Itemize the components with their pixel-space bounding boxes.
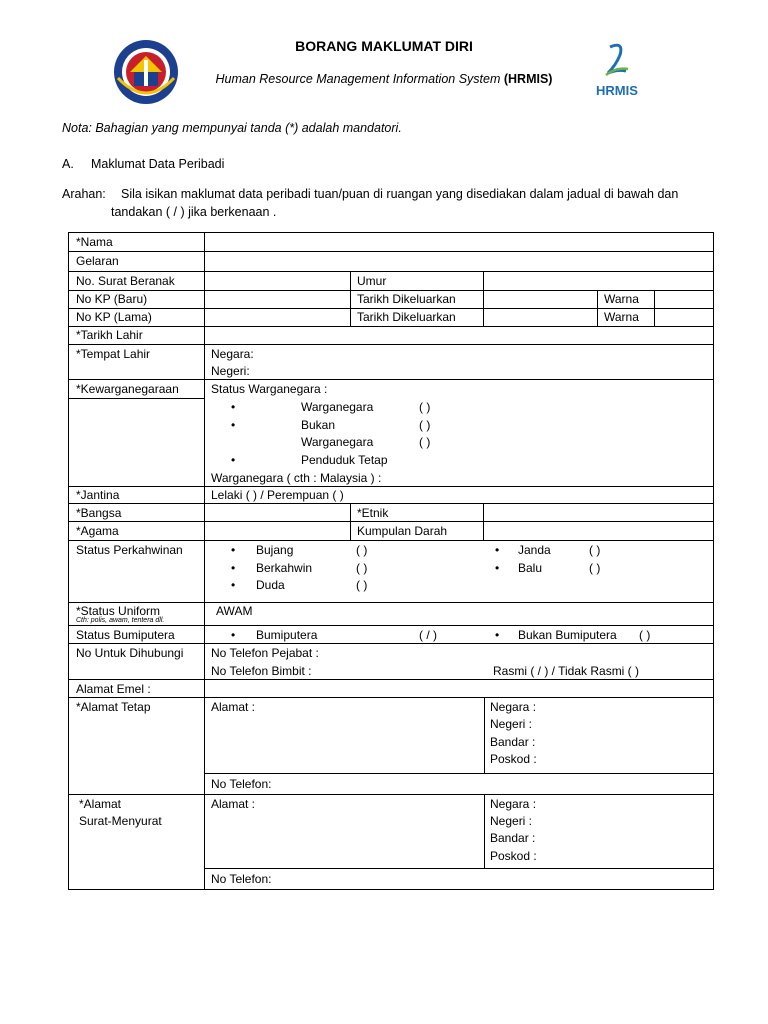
label-tarikh-lahir: *Tarikh Lahir — [76, 328, 143, 342]
label-telefon-tetap: No Telefon: — [211, 777, 272, 791]
label-tarikh-dikeluarkan-lama: Tarikh Dikeluarkan — [357, 310, 456, 324]
label-kumpulan-darah: Kumpulan Darah — [357, 524, 448, 538]
bullet: • — [231, 561, 236, 575]
option-berkahwin: Berkahwin — [256, 561, 313, 575]
label-etnik: *Etnik — [357, 506, 389, 520]
uniform-hint: Cth: polis, awam, tentera dll. — [76, 617, 165, 624]
option-warganegara: Warganegara — [301, 400, 374, 414]
label-bangsa: *Bangsa — [76, 506, 122, 520]
hrmis-logo-icon — [586, 33, 644, 103]
cell-divider — [350, 503, 351, 541]
cell-divider — [597, 290, 598, 327]
bullet: • — [495, 561, 500, 575]
label-tempat-lahir: *Tempat Lahir — [76, 347, 151, 361]
section-letter: A. — [62, 157, 74, 171]
cell-divider — [483, 503, 484, 541]
label-tel-bimbit: No Telefon Bimbit : — [211, 664, 312, 678]
table-border — [68, 232, 714, 233]
label-alamat-surat-2: Surat-Menyurat — [79, 814, 162, 828]
subtitle-text: Human Resource Management Information System — [215, 72, 501, 86]
subtitle-abbr: (HRMIS) — [503, 72, 553, 86]
bullet: • — [495, 628, 500, 642]
instruction-line-1: Sila isikan maklumat data peribadi tuan/puan di ruangan yang disediakan dalam jadual di bawah dan — [121, 187, 679, 201]
row-line — [205, 868, 714, 869]
bullet: • — [231, 628, 236, 642]
label-negara-lahir: Negara: — [211, 347, 254, 361]
label-telefon-surat: No Telefon: — [211, 872, 272, 886]
option-bukan-bumiputera: Bukan Bumiputera — [518, 628, 617, 642]
cell-divider — [654, 290, 655, 327]
option-bumiputera: Bumiputera — [256, 628, 318, 642]
checkbox-bukan[interactable]: ( ) — [419, 418, 431, 432]
option-bujang: Bujang — [256, 543, 294, 557]
hrmis-logo-text: HRMIS — [596, 83, 638, 98]
label-tel-pejabat: No Telefon Pejabat : — [211, 646, 319, 660]
option-bukan-cont: Warganegara — [301, 435, 374, 449]
table-border — [68, 889, 714, 890]
label-jantina: *Jantina — [76, 488, 120, 502]
label-negara-surat: Negara : — [490, 797, 537, 811]
label-negeri-tetap: Negeri : — [490, 717, 533, 731]
label-negara-tetap: Negara : — [490, 700, 537, 714]
row-line — [68, 540, 714, 541]
checkbox-bujang[interactable]: ( ) — [356, 543, 368, 557]
label-kewarganegaraan: *Kewarganegaraan — [76, 382, 179, 396]
label-no-kp-lama: No KP (Lama) — [76, 310, 152, 324]
checkbox-janda[interactable]: ( ) — [589, 543, 601, 557]
option-balu: Balu — [518, 561, 543, 575]
row-line — [68, 326, 714, 327]
cell-divider — [483, 271, 484, 327]
row-line — [68, 503, 714, 504]
cell-divider — [484, 794, 485, 869]
label-bandar-surat: Bandar : — [490, 831, 536, 845]
checkbox-bukan-warganegara[interactable]: ( ) — [419, 435, 431, 449]
row-line — [68, 398, 205, 399]
row-line — [68, 379, 714, 380]
label-alamat-surat-field: Alamat : — [211, 797, 256, 811]
bullet: • — [495, 543, 500, 557]
table-border — [713, 232, 714, 890]
row-line — [68, 308, 714, 309]
label-status-uniform: *Status Uniform — [76, 604, 161, 618]
label-gelaran: Gelaran — [76, 254, 119, 268]
label-warganegara-eg: Warganegara ( cth : Malaysia ) : — [211, 471, 382, 485]
row-line — [68, 521, 714, 522]
option-bukan: Bukan — [301, 418, 336, 432]
option-janda: Janda — [518, 543, 551, 557]
section-title: Maklumat Data Peribadi — [91, 157, 225, 171]
checkbox-bukan-bumiputera[interactable]: ( ) — [639, 628, 651, 642]
jantina-options[interactable]: Lelaki ( ) / Perempuan ( ) — [211, 488, 344, 502]
checkbox-berkahwin[interactable]: ( ) — [356, 561, 368, 575]
bullet: • — [231, 543, 236, 557]
page-subtitle — [0, 72, 768, 86]
row-line — [68, 697, 714, 698]
label-bandar-tetap: Bandar : — [490, 735, 536, 749]
label-alamat-surat: *Alamat — [79, 797, 122, 811]
label-tarikh-dikeluarkan-baru: Tarikh Dikeluarkan — [357, 292, 456, 306]
label-warna-lama: Warna — [604, 310, 639, 324]
row-line — [68, 625, 714, 626]
row-line — [68, 643, 714, 644]
instruction-line-2: tandakan ( / ) jika berkenaan . — [111, 205, 277, 219]
instruction-label: Arahan: — [62, 187, 106, 201]
row-line — [68, 794, 714, 795]
label-negeri-surat: Negeri : — [490, 814, 533, 828]
bullet: • — [231, 418, 236, 432]
row-line — [68, 679, 714, 680]
bullet: • — [231, 578, 236, 592]
label-alamat-tetap-field: Alamat : — [211, 700, 256, 714]
rasmi-options[interactable]: Rasmi ( / ) / Tidak Rasmi ( ) — [493, 664, 640, 678]
label-umur: Umur — [357, 274, 387, 288]
checkbox-warganegara[interactable]: ( ) — [419, 400, 431, 414]
uniform-value: AWAM — [216, 604, 253, 618]
bullet: • — [231, 453, 236, 467]
mandatory-note: Nota: Bahagian yang mempunyai tanda (*) adalah mandatori. — [62, 121, 402, 135]
label-no-dihubungi: No Untuk Dihubungi — [76, 646, 184, 660]
checkbox-bumiputera[interactable]: ( / ) — [419, 628, 437, 642]
option-duda: Duda — [256, 578, 285, 592]
bullet: • — [231, 400, 236, 414]
hrmis-logo — [586, 33, 644, 103]
label-poskod-surat: Poskod : — [490, 849, 537, 863]
label-alamat-emel: Alamat Emel : — [76, 682, 151, 696]
label-status-warganegara: Status Warganegara : — [211, 382, 328, 396]
label-negeri-lahir: Negeri: — [211, 364, 250, 378]
option-penduduk-tetap: Penduduk Tetap — [301, 453, 388, 467]
label-status-bumiputera: Status Bumiputera — [76, 628, 175, 642]
label-no-kp-baru: No KP (Baru) — [76, 292, 148, 306]
row-line — [68, 290, 714, 291]
row-line — [205, 773, 714, 774]
label-warna-baru: Warna — [604, 292, 639, 306]
label-poskod-tetap: Poskod : — [490, 752, 537, 766]
row-line — [68, 486, 714, 487]
cell-divider — [350, 271, 351, 327]
label-status-perkahwinan: Status Perkahwinan — [76, 543, 183, 557]
column-divider — [204, 232, 205, 890]
checkbox-balu[interactable]: ( ) — [589, 561, 601, 575]
label-alamat-tetap: *Alamat Tetap — [76, 700, 151, 714]
row-line — [68, 344, 714, 345]
label-agama: *Agama — [76, 524, 119, 538]
row-line — [68, 271, 714, 272]
cell-divider — [484, 697, 485, 774]
table-border — [68, 232, 69, 890]
row-line — [68, 251, 714, 252]
label-nama: *Nama — [76, 235, 113, 249]
label-no-surat-beranak: No. Surat Beranak — [76, 274, 175, 288]
checkbox-duda[interactable]: ( ) — [356, 578, 368, 592]
row-line — [68, 602, 714, 603]
page-title: BORANG MAKLUMAT DIRI — [295, 38, 473, 54]
